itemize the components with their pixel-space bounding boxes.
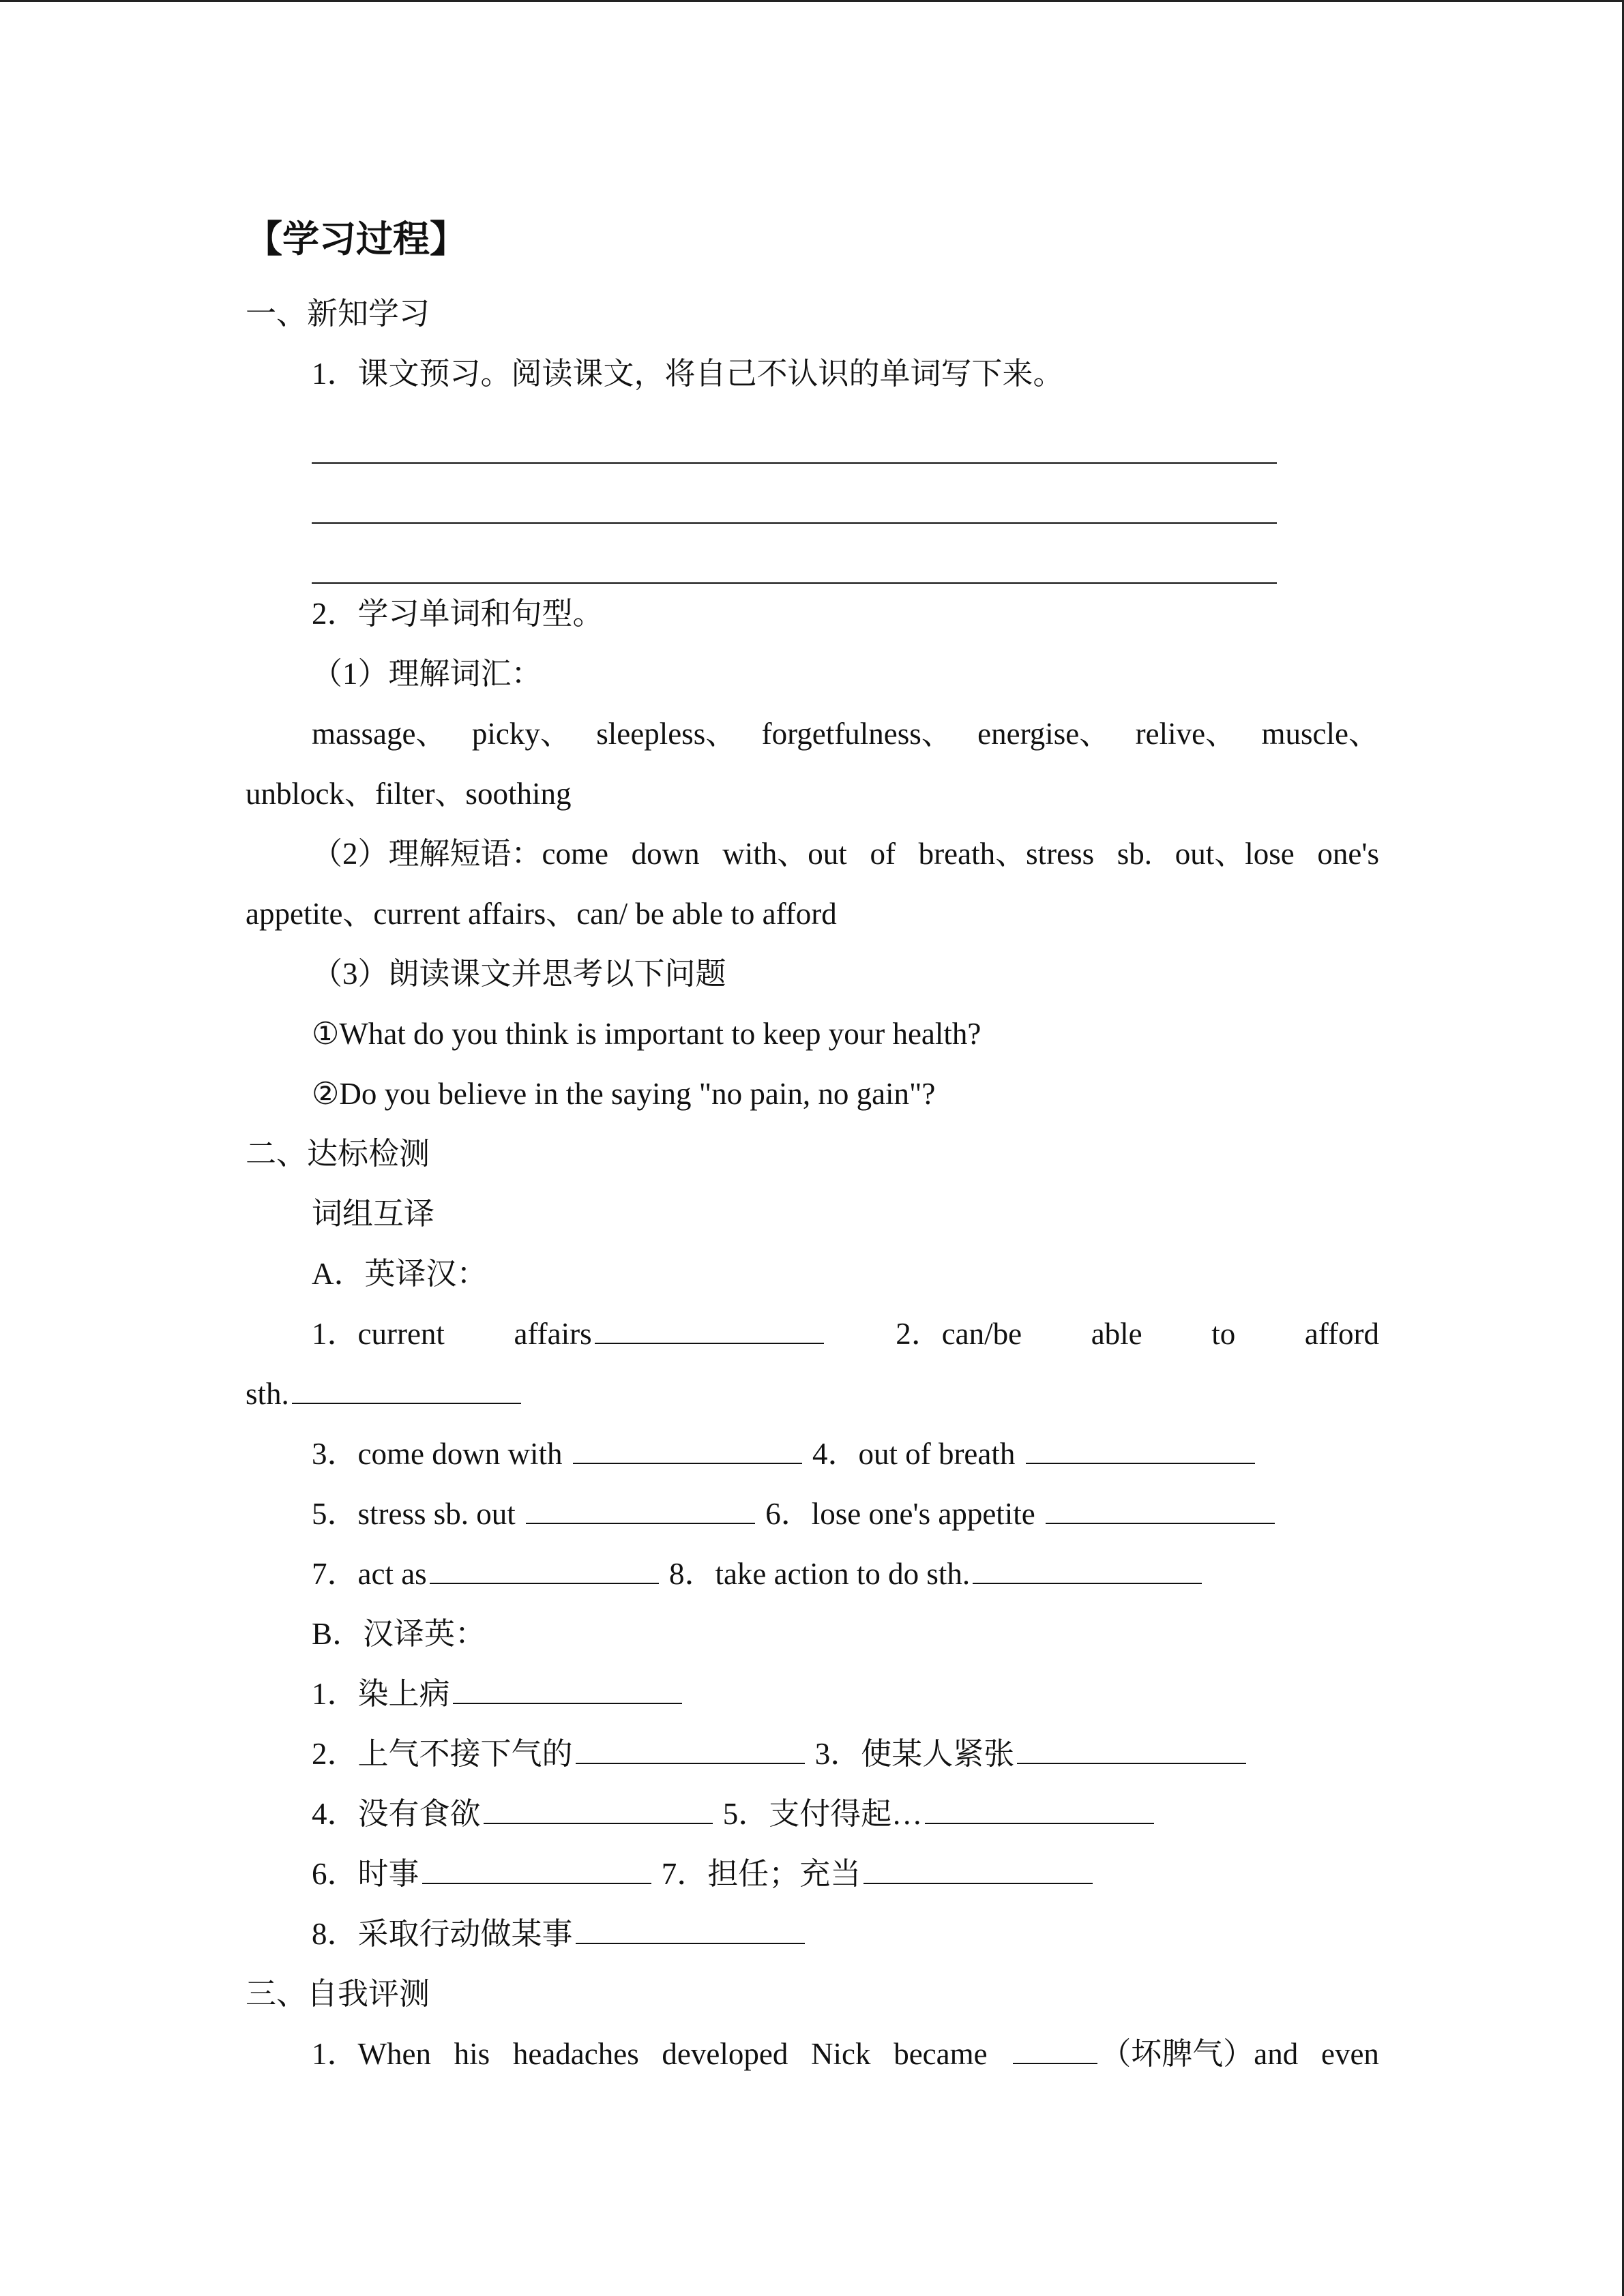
question-1: ①What do you think is important to keep your health? — [312, 1017, 981, 1051]
blank-line[interactable] — [863, 1853, 1093, 1884]
vocab-list — [246, 704, 1379, 764]
subsection-vocab: （1）理解词汇： — [312, 657, 542, 691]
exercise-text: 6．时事 — [312, 1857, 419, 1891]
exercise-row — [246, 1904, 1379, 1964]
subsection-title: 词组互译 — [312, 1197, 435, 1231]
part-b-title: B．汉译英： — [312, 1617, 486, 1651]
exercise-item: able — [1091, 1317, 1142, 1351]
blank-line[interactable] — [973, 1553, 1202, 1584]
question-2: ②Do you believe in the saying "no pain, no gain"? — [312, 1077, 936, 1111]
phrase-part: sb. — [1117, 837, 1153, 871]
exercise-text: 3．使某人紧张 — [814, 1737, 1015, 1771]
exercise-row — [246, 1664, 1379, 1724]
blank-line[interactable] — [576, 1913, 805, 1944]
section-title: 一、新知学习 — [246, 297, 430, 331]
exercise-text: 6．lose one's appetite — [765, 1497, 1044, 1531]
answer-line[interactable] — [312, 404, 1277, 464]
exercise-text: 4．out of breath — [812, 1437, 1023, 1471]
blank-line[interactable] — [925, 1793, 1154, 1824]
question-blank-hint — [1010, 2024, 1298, 2084]
exercise-row — [246, 1844, 1379, 1904]
blank-line[interactable] — [1046, 1493, 1275, 1524]
vocab-word: forgetfulness、 — [761, 717, 952, 751]
exercise-text: 1．current — [312, 1317, 445, 1351]
question-word: Nick — [811, 2037, 871, 2071]
blank-line[interactable] — [292, 1373, 521, 1404]
exercise-row — [246, 1304, 1379, 1364]
phrase-list-continued: appetite、current affairs、can/ be able to afford — [246, 897, 837, 931]
exercise-text: affairs — [514, 1317, 592, 1351]
section-title: 二、达标检测 — [246, 1137, 430, 1171]
exercise-row — [246, 1784, 1379, 1844]
vocab-word: picky、 — [471, 717, 571, 751]
section-heading: 【学习过程】 — [246, 218, 467, 260]
vocab-word: energise、 — [977, 717, 1110, 751]
exercise-text: 5．支付得起… — [722, 1797, 923, 1831]
study-instruction: 2．学习单词和句型。 — [312, 597, 604, 631]
blank-line[interactable] — [1026, 1433, 1255, 1464]
exercise-row — [246, 1424, 1379, 1484]
blank-line[interactable] — [573, 1433, 802, 1464]
blank-line[interactable] — [526, 1493, 755, 1524]
phrase-part: down — [631, 837, 700, 871]
phrase-part: with、out — [722, 837, 847, 871]
vocab-word: relive、 — [1135, 717, 1237, 751]
exercise-row — [246, 1544, 1379, 1604]
exercise-text: 3．come down with — [312, 1437, 570, 1471]
blank-line[interactable] — [1017, 1733, 1246, 1764]
vocab-word: muscle、 — [1261, 717, 1379, 751]
exercise-row — [246, 1364, 1379, 1424]
phrase-part: （2）理解短语：come — [312, 837, 608, 871]
answer-lines — [246, 404, 1379, 584]
blank-line[interactable] — [453, 1673, 682, 1704]
worksheet-page — [246, 205, 1379, 2084]
phrase-list — [246, 824, 1379, 884]
exercise-row — [246, 1484, 1379, 1544]
vocab-word: sleepless、 — [596, 717, 737, 751]
exercise-item — [312, 1304, 445, 1364]
self-test-question-1 — [246, 2024, 1379, 2084]
question-word: became — [894, 2037, 988, 2071]
exercise-row — [246, 1724, 1379, 1784]
exercise-text: 8．采取行动做某事 — [312, 1917, 573, 1951]
exercise-text: 7．act as — [312, 1557, 427, 1591]
blank-line[interactable] — [576, 1733, 805, 1764]
vocab-list-continued: unblock、filter、soothing — [246, 777, 572, 811]
blank-line[interactable] — [595, 1313, 824, 1344]
exercise-text: 1．染上病 — [312, 1677, 450, 1711]
phrase-part: of — [870, 837, 896, 871]
exercise-item: to — [1211, 1317, 1236, 1351]
blank-line[interactable] — [484, 1793, 713, 1824]
phrase-part: one's — [1317, 837, 1379, 871]
section-title: 三、自我评测 — [246, 1977, 430, 2011]
preview-instruction: 1．课文预习。阅读课文，将自己不认识的单词写下来。 — [312, 357, 1064, 391]
question-word: developed — [662, 2037, 788, 2071]
exercise-text: 7．担任；充当 — [661, 1857, 861, 1891]
question-word: even — [1320, 2037, 1379, 2071]
exercise-text: 8．take action to do sth. — [668, 1557, 971, 1591]
question-word: headaches — [512, 2037, 639, 2071]
hint-text: （坏脾气）and — [1100, 2037, 1299, 2071]
vocab-word: massage、 — [312, 717, 447, 751]
exercise-item — [514, 1304, 827, 1364]
exercise-text: 4．没有食欲 — [312, 1797, 481, 1831]
answer-line[interactable] — [312, 524, 1277, 584]
phrase-part: breath、stress — [918, 837, 1095, 871]
subsection-questions: （3）朗读课文并思考以下问题 — [312, 957, 726, 991]
phrase-part: out、lose — [1175, 837, 1295, 871]
question-word: his — [454, 2037, 490, 2071]
blank-line[interactable] — [422, 1853, 651, 1884]
exercise-item: 2．can/be — [896, 1317, 1022, 1351]
exercise-text: sth. — [246, 1377, 289, 1411]
answer-line[interactable] — [312, 464, 1277, 524]
exercise-text: 5．stress sb. out — [312, 1497, 524, 1531]
question-word: 1．When — [312, 2037, 431, 2071]
exercise-item: afford — [1304, 1317, 1379, 1351]
part-a-title: A．英译汉： — [312, 1257, 488, 1291]
blank-line[interactable] — [430, 1553, 659, 1584]
blank-line[interactable] — [1013, 2033, 1097, 2064]
exercise-text: 2．上气不接下气的 — [312, 1737, 573, 1771]
